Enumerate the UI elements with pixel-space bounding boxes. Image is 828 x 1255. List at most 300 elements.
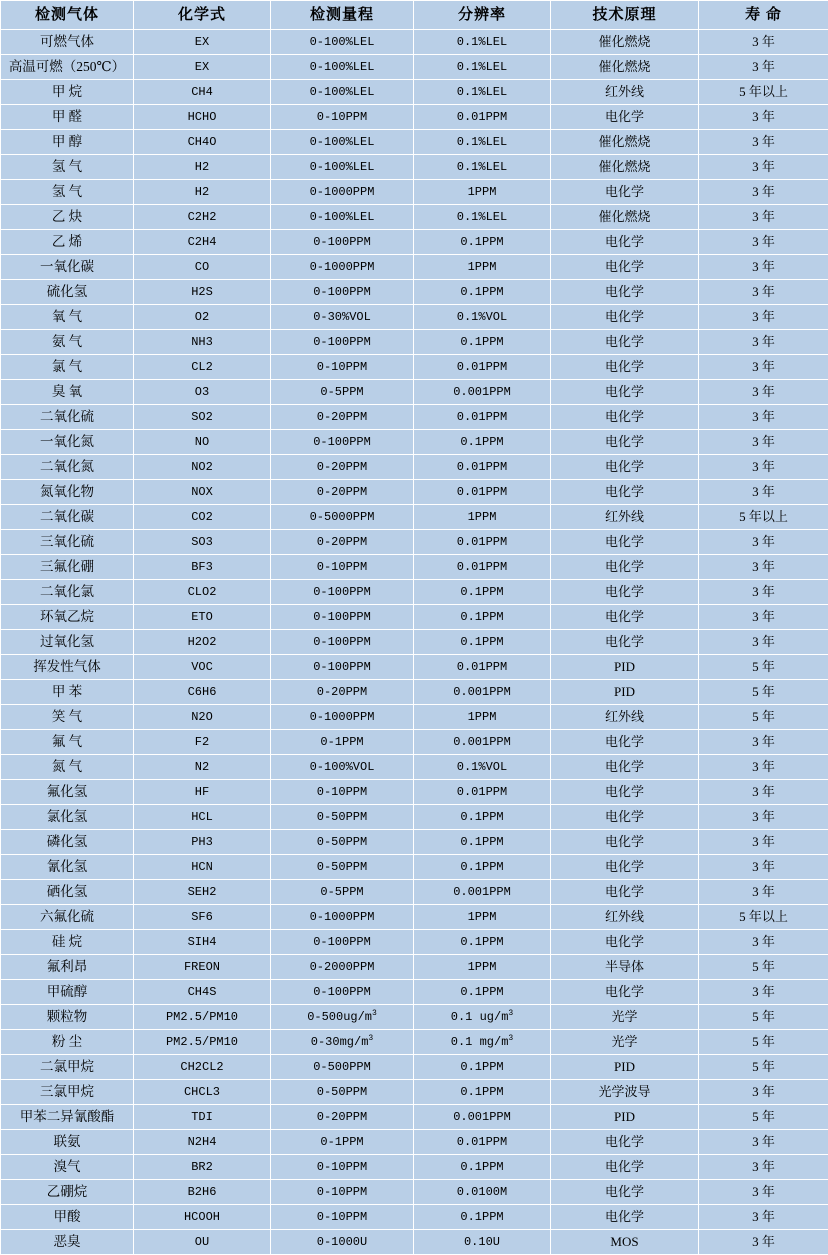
cell-formula: CHCL3 [134, 1080, 271, 1105]
cell-resolution: 0.1PPM [414, 830, 551, 855]
cell-technology: PID [551, 655, 699, 680]
cell-formula: OU [134, 1230, 271, 1255]
cell-gas-name: 一氧化氮 [1, 430, 134, 455]
cell-formula: HCOOH [134, 1205, 271, 1230]
cell-formula: NO2 [134, 455, 271, 480]
cell-range: 0-1PPM [271, 730, 414, 755]
cell-resolution: 1PPM [414, 705, 551, 730]
cell-lifetime: 3 年 [699, 330, 828, 355]
cell-technology: 电化学 [551, 480, 699, 505]
table-row [1, 180, 828, 205]
cell-lifetime: 3 年 [699, 830, 828, 855]
cell-gas-name: 氟化氢 [1, 780, 134, 805]
cell-formula: EX [134, 55, 271, 80]
cell-technology: 电化学 [551, 330, 699, 355]
cell-gas-name: 二氧化氮 [1, 455, 134, 480]
cell-lifetime: 3 年 [699, 580, 828, 605]
cell-gas-name: 一氧化碳 [1, 255, 134, 280]
cell-range: 0-100PPM [271, 630, 414, 655]
table-row [1, 830, 828, 855]
cell-resolution: 0.01PPM [414, 355, 551, 380]
cell-range: $0-30mg/m^3$ [271, 1030, 414, 1055]
cell-gas-name: 可燃气体 [1, 30, 134, 55]
cell-range: 0-100PPM [271, 980, 414, 1005]
table-row [1, 1005, 828, 1030]
cell-technology: 电化学 [551, 1130, 699, 1155]
cell-lifetime: 5 年 [699, 1030, 828, 1055]
cell-gas-name: 二氧化碳 [1, 505, 134, 530]
cell-resolution: 0.1%LEL [414, 130, 551, 155]
cell-range: 0-100%LEL [271, 155, 414, 180]
cell-lifetime: 5 年 [699, 955, 828, 980]
cell-technology: 电化学 [551, 730, 699, 755]
cell-technology: 红外线 [551, 905, 699, 930]
cell-lifetime: 3 年 [699, 1080, 828, 1105]
cell-technology: 红外线 [551, 505, 699, 530]
cell-range: 0-100%LEL [271, 80, 414, 105]
table-row [1, 130, 828, 155]
cell-formula: C2H4 [134, 230, 271, 255]
cell-lifetime: 3 年 [699, 530, 828, 555]
cell-range: 0-100PPM [271, 430, 414, 455]
cell-resolution: 0.01PPM [414, 1130, 551, 1155]
table-row [1, 955, 828, 980]
cell-lifetime: 3 年 [699, 630, 828, 655]
table-row [1, 105, 828, 130]
cell-technology: 电化学 [551, 355, 699, 380]
cell-lifetime: 5 年 [699, 1055, 828, 1080]
cell-range: 0-100PPM [271, 605, 414, 630]
table-row [1, 255, 828, 280]
cell-lifetime: 3 年 [699, 255, 828, 280]
cell-resolution: 1PPM [414, 955, 551, 980]
cell-gas-name: 硫化氢 [1, 280, 134, 305]
table-row [1, 505, 828, 530]
cell-formula: HCL [134, 805, 271, 830]
column-header-technology: 技术原理 [551, 1, 699, 30]
cell-lifetime: 3 年 [699, 930, 828, 955]
cell-gas-name: 臭 氧 [1, 380, 134, 405]
cell-lifetime: 3 年 [699, 555, 828, 580]
cell-resolution: 0.1 $mg/m^3$ [414, 1030, 551, 1055]
cell-technology: 电化学 [551, 1180, 699, 1205]
cell-resolution: 0.1PPM [414, 805, 551, 830]
cell-lifetime: 3 年 [699, 55, 828, 80]
cell-resolution: 0.1%LEL [414, 55, 551, 80]
cell-gas-name: 乙 烯 [1, 230, 134, 255]
cell-resolution: 0.1%VOL [414, 755, 551, 780]
cell-gas-name: 恶臭 [1, 1230, 134, 1255]
cell-technology: 光学波导 [551, 1080, 699, 1105]
table-row [1, 230, 828, 255]
cell-formula: NH3 [134, 330, 271, 355]
cell-resolution: 0.1%VOL [414, 305, 551, 330]
cell-range: 0-1000PPM [271, 705, 414, 730]
cell-formula: CH2CL2 [134, 1055, 271, 1080]
cell-technology: 电化学 [551, 880, 699, 905]
table-row [1, 755, 828, 780]
cell-range: 0-50PPM [271, 830, 414, 855]
cell-lifetime: 3 年 [699, 730, 828, 755]
cell-technology: 电化学 [551, 380, 699, 405]
cell-gas-name: 氮氧化物 [1, 480, 134, 505]
cell-formula: HCHO [134, 105, 271, 130]
table-row [1, 430, 828, 455]
cell-gas-name: 甲 烷 [1, 80, 134, 105]
table-row [1, 680, 828, 705]
cell-formula: SO2 [134, 405, 271, 430]
cell-lifetime: 3 年 [699, 130, 828, 155]
cell-formula: BF3 [134, 555, 271, 580]
cell-resolution: 0.01PPM [414, 780, 551, 805]
cell-resolution: 0.1 $ug/m^3$ [414, 1005, 551, 1030]
cell-gas-name: 甲 醇 [1, 130, 134, 155]
cell-technology: 半导体 [551, 955, 699, 980]
cell-gas-name: 联氨 [1, 1130, 134, 1155]
cell-resolution: 0.001PPM [414, 1105, 551, 1130]
table-row [1, 480, 828, 505]
cell-lifetime: 3 年 [699, 880, 828, 905]
cell-range: 0-10PPM [271, 1155, 414, 1180]
cell-gas-name: 硅 烷 [1, 930, 134, 955]
cell-technology: 电化学 [551, 830, 699, 855]
cell-formula: SEH2 [134, 880, 271, 905]
cell-resolution: 0.1PPM [414, 1080, 551, 1105]
cell-resolution: 0.10U [414, 1230, 551, 1255]
cell-gas-name: 笑 气 [1, 705, 134, 730]
cell-formula: H2 [134, 180, 271, 205]
cell-range: 0-100%VOL [271, 755, 414, 780]
cell-range: $0-500ug/m^3$ [271, 1005, 414, 1030]
cell-lifetime: 3 年 [699, 605, 828, 630]
cell-lifetime: 3 年 [699, 155, 828, 180]
cell-lifetime: 3 年 [699, 355, 828, 380]
cell-lifetime: 3 年 [699, 805, 828, 830]
table-row [1, 605, 828, 630]
cell-range: 0-100%LEL [271, 130, 414, 155]
cell-gas-name: 磷化氢 [1, 830, 134, 855]
cell-lifetime: 3 年 [699, 1180, 828, 1205]
cell-lifetime: 3 年 [699, 980, 828, 1005]
cell-range: 0-100PPM [271, 655, 414, 680]
cell-range: 0-1000PPM [271, 255, 414, 280]
cell-lifetime: 3 年 [699, 1205, 828, 1230]
cell-technology: 电化学 [551, 305, 699, 330]
cell-technology: 电化学 [551, 630, 699, 655]
cell-range: 0-20PPM [271, 455, 414, 480]
cell-resolution: 0.1PPM [414, 330, 551, 355]
cell-gas-name: 氢 气 [1, 155, 134, 180]
cell-technology: PID [551, 680, 699, 705]
cell-range: 0-100PPM [271, 580, 414, 605]
table-row [1, 305, 828, 330]
cell-gas-name: 氢 气 [1, 180, 134, 205]
table-row [1, 630, 828, 655]
cell-technology: 电化学 [551, 230, 699, 255]
cell-technology: 催化燃烧 [551, 30, 699, 55]
cell-formula: NO [134, 430, 271, 455]
table-row [1, 1030, 828, 1055]
cell-technology: 电化学 [551, 255, 699, 280]
column-header-lifetime: 寿 命 [699, 1, 828, 30]
cell-resolution: 1PPM [414, 505, 551, 530]
table-row [1, 805, 828, 830]
cell-lifetime: 3 年 [699, 1130, 828, 1155]
cell-gas-name: 环氧乙烷 [1, 605, 134, 630]
cell-gas-name: 挥发性气体 [1, 655, 134, 680]
cell-range: 0-50PPM [271, 1080, 414, 1105]
cell-formula: PM2.5/PM10 [134, 1005, 271, 1030]
cell-formula: H2O2 [134, 630, 271, 655]
cell-range: 0-20PPM [271, 480, 414, 505]
cell-technology: PID [551, 1055, 699, 1080]
cell-range: 0-2000PPM [271, 955, 414, 980]
cell-resolution: 0.1PPM [414, 230, 551, 255]
cell-lifetime: 3 年 [699, 380, 828, 405]
cell-range: 0-100%LEL [271, 30, 414, 55]
cell-technology: MOS [551, 1230, 699, 1255]
cell-range: 0-20PPM [271, 530, 414, 555]
cell-technology: 电化学 [551, 455, 699, 480]
cell-technology: 电化学 [551, 580, 699, 605]
cell-formula: PM2.5/PM10 [134, 1030, 271, 1055]
table-row [1, 905, 828, 930]
cell-technology: 光学 [551, 1005, 699, 1030]
cell-formula: C6H6 [134, 680, 271, 705]
cell-lifetime: 3 年 [699, 780, 828, 805]
table-row [1, 380, 828, 405]
cell-gas-name: 氰化氢 [1, 855, 134, 880]
cell-gas-name: 过氧化氢 [1, 630, 134, 655]
cell-formula: HF [134, 780, 271, 805]
cell-lifetime: 5 年 [699, 1005, 828, 1030]
cell-resolution: 0.1%LEL [414, 30, 551, 55]
cell-technology: 电化学 [551, 755, 699, 780]
table-row [1, 1105, 828, 1130]
cell-technology: 光学 [551, 1030, 699, 1055]
cell-formula: C2H2 [134, 205, 271, 230]
cell-technology: 电化学 [551, 605, 699, 630]
table-row [1, 55, 828, 80]
table-row [1, 330, 828, 355]
cell-resolution: 0.01PPM [414, 105, 551, 130]
cell-range: 0-10PPM [271, 1180, 414, 1205]
cell-resolution: 0.1PPM [414, 1055, 551, 1080]
cell-lifetime: 5 年 [699, 705, 828, 730]
cell-resolution: 0.001PPM [414, 730, 551, 755]
cell-gas-name: 三氯甲烷 [1, 1080, 134, 1105]
cell-formula: CLO2 [134, 580, 271, 605]
cell-formula: VOC [134, 655, 271, 680]
cell-resolution: 0.1%LEL [414, 155, 551, 180]
table-row [1, 1130, 828, 1155]
cell-gas-name: 甲酸 [1, 1205, 134, 1230]
cell-formula: O2 [134, 305, 271, 330]
cell-lifetime: 3 年 [699, 855, 828, 880]
cell-lifetime: 3 年 [699, 305, 828, 330]
cell-resolution: 0.0100M [414, 1180, 551, 1205]
cell-range: 0-10PPM [271, 355, 414, 380]
cell-range: 0-1000U [271, 1230, 414, 1255]
cell-resolution: 0.01PPM [414, 555, 551, 580]
cell-range: 0-1000PPM [271, 905, 414, 930]
cell-lifetime: 3 年 [699, 30, 828, 55]
table-row [1, 580, 828, 605]
cell-lifetime: 5 年以上 [699, 505, 828, 530]
table-row [1, 555, 828, 580]
cell-technology: 电化学 [551, 780, 699, 805]
cell-range: 0-30%VOL [271, 305, 414, 330]
cell-range: 0-5PPM [271, 380, 414, 405]
cell-resolution: 0.1PPM [414, 1155, 551, 1180]
cell-range: 0-100PPM [271, 330, 414, 355]
cell-formula: PH3 [134, 830, 271, 855]
column-header-formula: 化学式 [134, 1, 271, 30]
cell-range: 0-10PPM [271, 555, 414, 580]
column-header-range: 检测量程 [271, 1, 414, 30]
cell-resolution: 0.1%LEL [414, 80, 551, 105]
cell-gas-name: 氨 气 [1, 330, 134, 355]
cell-gas-name: 氧 气 [1, 305, 134, 330]
cell-range: 0-100PPM [271, 280, 414, 305]
cell-formula: CO [134, 255, 271, 280]
cell-formula: NOX [134, 480, 271, 505]
cell-lifetime: 5 年 [699, 1105, 828, 1130]
cell-range: 0-10PPM [271, 105, 414, 130]
cell-technology: 电化学 [551, 980, 699, 1005]
table-row [1, 30, 828, 55]
cell-lifetime: 5 年以上 [699, 905, 828, 930]
cell-formula: HCN [134, 855, 271, 880]
cell-resolution: 0.001PPM [414, 680, 551, 705]
cell-lifetime: 3 年 [699, 280, 828, 305]
cell-range: 0-10PPM [271, 780, 414, 805]
cell-gas-name: 乙硼烷 [1, 1180, 134, 1205]
cell-lifetime: 3 年 [699, 405, 828, 430]
cell-formula: ETO [134, 605, 271, 630]
table-row [1, 855, 828, 880]
cell-formula: O3 [134, 380, 271, 405]
cell-technology: 电化学 [551, 530, 699, 555]
cell-formula: CH4 [134, 80, 271, 105]
table-row [1, 355, 828, 380]
cell-lifetime: 3 年 [699, 105, 828, 130]
cell-resolution: 0.01PPM [414, 405, 551, 430]
cell-range: 0-50PPM [271, 805, 414, 830]
cell-technology: 电化学 [551, 105, 699, 130]
table-row [1, 880, 828, 905]
cell-lifetime: 3 年 [699, 180, 828, 205]
cell-formula: FREON [134, 955, 271, 980]
cell-resolution: 1PPM [414, 255, 551, 280]
cell-technology: 电化学 [551, 180, 699, 205]
cell-gas-name: 二氧化氯 [1, 580, 134, 605]
cell-lifetime: 3 年 [699, 230, 828, 255]
table-row [1, 205, 828, 230]
table-row [1, 1155, 828, 1180]
cell-gas-name: 氟 气 [1, 730, 134, 755]
cell-technology: 催化燃烧 [551, 55, 699, 80]
cell-lifetime: 5 年 [699, 655, 828, 680]
cell-lifetime: 3 年 [699, 1155, 828, 1180]
cell-formula: SF6 [134, 905, 271, 930]
cell-range: 0-5PPM [271, 880, 414, 905]
cell-formula: F2 [134, 730, 271, 755]
cell-formula: BR2 [134, 1155, 271, 1180]
cell-range: 0-500PPM [271, 1055, 414, 1080]
cell-range: 0-1PPM [271, 1130, 414, 1155]
cell-range: 0-10PPM [271, 1205, 414, 1230]
cell-formula: H2 [134, 155, 271, 180]
cell-formula: EX [134, 30, 271, 55]
cell-lifetime: 5 年以上 [699, 80, 828, 105]
cell-formula: N2 [134, 755, 271, 780]
cell-technology: 红外线 [551, 80, 699, 105]
cell-technology: 催化燃烧 [551, 155, 699, 180]
table-body [1, 30, 828, 1255]
cell-range: 0-100%LEL [271, 205, 414, 230]
cell-resolution: 0.1PPM [414, 930, 551, 955]
cell-formula: SIH4 [134, 930, 271, 955]
table-row [1, 780, 828, 805]
cell-gas-name: 六氟化硫 [1, 905, 134, 930]
cell-gas-name: 氯 气 [1, 355, 134, 380]
cell-gas-name: 二氧化硫 [1, 405, 134, 430]
cell-formula: CH4S [134, 980, 271, 1005]
cell-technology: 催化燃烧 [551, 205, 699, 230]
cell-lifetime: 3 年 [699, 205, 828, 230]
table-row [1, 80, 828, 105]
column-header-gas: 检测气体 [1, 1, 134, 30]
cell-gas-name: 三氟化硼 [1, 555, 134, 580]
cell-gas-name: 溴气 [1, 1155, 134, 1180]
table-row [1, 730, 828, 755]
cell-range: 0-20PPM [271, 405, 414, 430]
cell-technology: 电化学 [551, 1155, 699, 1180]
cell-lifetime: 3 年 [699, 430, 828, 455]
cell-formula: N2H4 [134, 1130, 271, 1155]
cell-gas-name: 颗粒物 [1, 1005, 134, 1030]
cell-lifetime: 3 年 [699, 480, 828, 505]
cell-range: 0-100%LEL [271, 55, 414, 80]
cell-technology: PID [551, 1105, 699, 1130]
cell-range: 0-20PPM [271, 680, 414, 705]
cell-resolution: 0.1PPM [414, 430, 551, 455]
cell-resolution: 0.1PPM [414, 855, 551, 880]
cell-technology: 电化学 [551, 430, 699, 455]
table-row [1, 930, 828, 955]
cell-resolution: 0.01PPM [414, 530, 551, 555]
cell-technology: 电化学 [551, 855, 699, 880]
cell-range: 0-20PPM [271, 1105, 414, 1130]
cell-resolution: 0.1PPM [414, 605, 551, 630]
cell-formula: CH4O [134, 130, 271, 155]
table-row [1, 1205, 828, 1230]
cell-formula: CL2 [134, 355, 271, 380]
table-row [1, 405, 828, 430]
cell-resolution: 1PPM [414, 180, 551, 205]
cell-technology: 电化学 [551, 1205, 699, 1230]
table-row [1, 980, 828, 1005]
cell-lifetime: 3 年 [699, 755, 828, 780]
cell-range: 0-1000PPM [271, 180, 414, 205]
cell-technology: 电化学 [551, 805, 699, 830]
cell-resolution: 0.1%LEL [414, 205, 551, 230]
table-header-row [1, 1, 828, 30]
table-row [1, 705, 828, 730]
cell-range: 0-100PPM [271, 930, 414, 955]
cell-formula: SO3 [134, 530, 271, 555]
